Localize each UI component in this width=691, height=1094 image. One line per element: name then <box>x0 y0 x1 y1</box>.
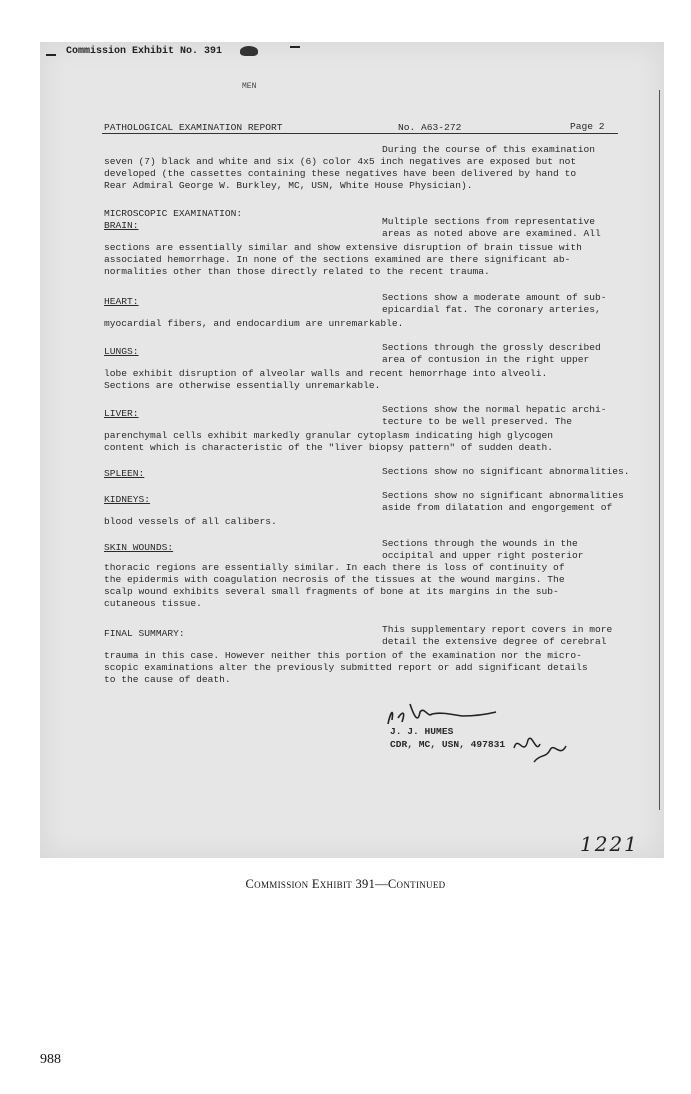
section-heading-heart: HEART: <box>104 296 139 307</box>
exhibit-caption: Commission Exhibit 391—Continued <box>245 877 446 891</box>
section-line: occipital and upper right posterior <box>382 550 584 561</box>
ink-blot <box>240 46 258 56</box>
report-title: PATHOLOGICAL EXAMINATION REPORT <box>104 122 283 133</box>
section-line: sections are essentially similar and show extensive disruption of brain tissue with <box>104 242 582 253</box>
section-line: parenchymal cells exhibit markedly granular cytoplasm indicating high glycogen <box>104 430 554 441</box>
section-line: the epidermis with coagulation necrosis of the tissues at the wound margins. The <box>104 574 565 585</box>
intro-line: During the course of this examination <box>382 144 596 155</box>
report-number: No. A63-272 <box>398 122 462 133</box>
section-line: Sections are otherwise essentially unremarkable. <box>104 380 381 391</box>
section-line: content which is characteristic of the "liver biopsy pattern" of sudden death. <box>104 442 554 453</box>
section-line: cutaneous tissue. <box>104 598 202 609</box>
intro-line: developed (the cassettes containing these negatives have been delivered by hand to <box>104 168 577 179</box>
signer-name: J. J. HUMES <box>390 726 454 737</box>
section-line: normalities other than those directly related to the recent trauma. <box>104 266 490 277</box>
section-line: epicardial fat. The coronary arteries, <box>382 304 601 315</box>
scan-edge-line <box>659 90 660 810</box>
scan-mark <box>290 46 300 48</box>
section-line: thoracic regions are essentially similar. In each there is loss of continuity of <box>104 562 565 573</box>
section-line: Multiple sections from representative <box>382 216 596 227</box>
section-heading-spleen: SPLEEN: <box>104 468 145 479</box>
section-line: myocardial fibers, and endocardium are unremarkable. <box>104 318 404 329</box>
section-heading-final-summary: FINAL SUMMARY: <box>104 628 185 639</box>
scanned-document <box>40 42 664 858</box>
signer-rank: CDR, MC, USN, 497831 <box>390 739 506 750</box>
intro-line: Rear Admiral George W. Burkley, MC, USN, White House Physician). <box>104 180 473 191</box>
section-line: Sections show a moderate amount of sub- <box>382 292 607 303</box>
exhibit-header: Commission Exhibit No. 391 <box>66 46 223 57</box>
section-line: Sections through the grossly described <box>382 342 601 353</box>
section-line: blood vessels of all calibers. <box>104 516 277 527</box>
section-line: area of contusion in the right upper <box>382 354 590 365</box>
intro-line: seven (7) black and white and six (6) color 4x5 inch negatives are exposed but not <box>104 156 577 167</box>
section-line: scopic examinations alter the previously submitted report or add significant details <box>104 662 588 673</box>
title-rule <box>102 133 618 134</box>
section-line: lobe exhibit disruption of alveolar walls and recent hemorrhage into alveoli. <box>104 368 548 379</box>
stamp: MEN <box>242 82 257 91</box>
section-line: associated hemorrhage. In none of the sections examined are there significant ab- <box>104 254 571 265</box>
section-heading-kidneys: KIDNEYS: <box>104 494 151 505</box>
section-heading-brain: BRAIN: <box>104 220 139 231</box>
section-line: areas as noted above are examined. All <box>382 228 601 239</box>
page-number: 988 <box>40 1052 61 1067</box>
section-heading-liver: LIVER: <box>104 408 139 419</box>
section-line: Sections show no significant abnormalities <box>382 490 624 501</box>
section-line: This supplementary report covers in more <box>382 624 613 635</box>
section-heading-skin-wounds: SKIN WOUNDS: <box>104 542 174 553</box>
section-line: tecture to be well preserved. The <box>382 416 572 427</box>
handwritten-page-number: 1221 <box>580 832 639 856</box>
section-line: to the cause of death. <box>104 674 231 685</box>
section-heading-lungs: LUNGS: <box>104 346 139 357</box>
micro-heading: MICROSCOPIC EXAMINATION: <box>104 208 243 219</box>
section-line: scalp wound exhibits several small fragments of bone at its margins in the sub- <box>104 586 559 597</box>
section-line: Sections show no significant abnormalities. <box>382 466 630 477</box>
page-label: Page 2 <box>570 121 605 132</box>
section-line: aside from dilatation and engorgement of <box>382 502 613 513</box>
section-line: Sections show the normal hepatic archi- <box>382 404 607 415</box>
section-line: detail the extensive degree of cerebral <box>382 636 607 647</box>
section-line: Sections through the wounds in the <box>382 538 578 549</box>
section-line: trauma in this case. However neither this portion of the examination nor the micro- <box>104 650 582 661</box>
scan-mark <box>46 54 56 56</box>
handwritten-initials <box>510 728 570 768</box>
